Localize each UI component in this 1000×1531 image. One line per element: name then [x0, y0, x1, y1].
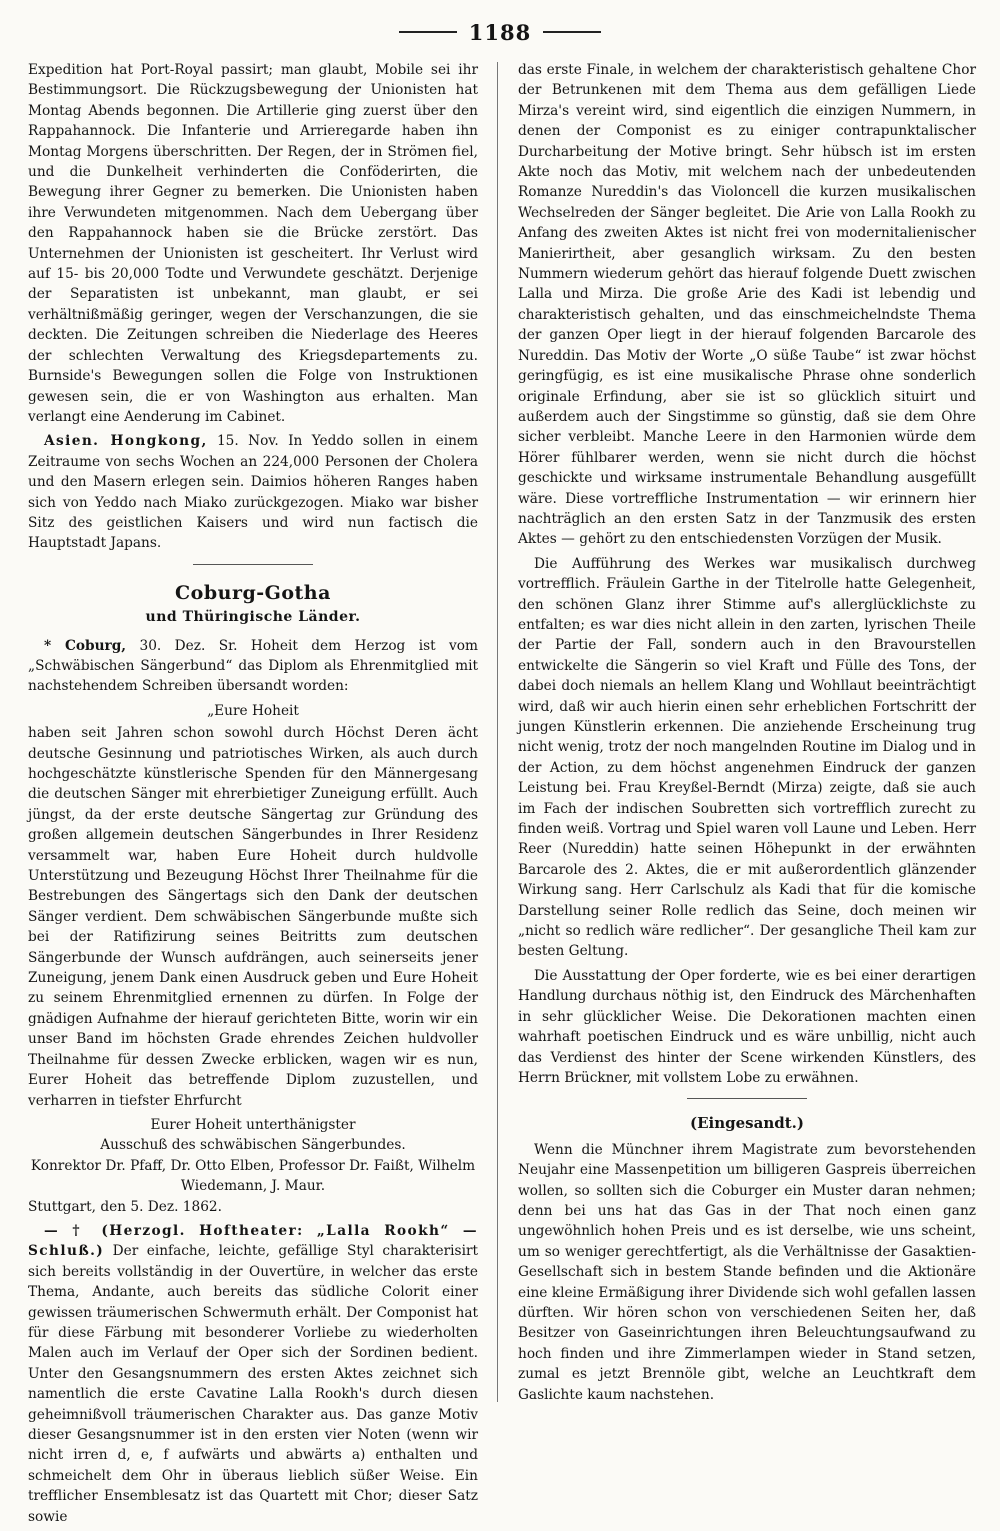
header-rule-left: [399, 31, 457, 33]
letter-salutation: „Eure Hoheit: [207, 702, 299, 719]
article-paragraph: [28, 636, 478, 697]
left-column: [28, 60, 478, 1531]
article-paragraph: das erste Finale, in welchem der charakteristisch gehaltene Chor der Betrunkenen mit dem Thema aus dem gefälligen Liede Mirza's vereint wird, sind eigentlich die einzigen Nummern, in denen der Componist es zu einiger contrapunktalischer Durcharbeitung der Motive bringt. Sehr hübsch ist im ersten Akte noch das Motiv, mit welchem nach der unbedeutenden Romanze Nureddin's das Violoncell die kurzen musikalischen Wechselreden der Sänger begleitet. Die Arie von Lalla Rookh zu Anfang des zweiten Aktes ist nicht frei von modernitalienischer Manierirtheit, aber gesanglich wirksam. Zu den besten Nummern wiederum gehört das hierauf folgende Duett zwischen Lalla und Mirza. Die große Arie des Kadi ist lebendig und charakteristisch gehalten, und das einschmeichelndste Thema der ganzen Oper liegt in der hierauf folgenden Barcarole des Nureddin. Das Motiv der Worte „O süße Taube“ ist zwar höchst geringfügig, es ist eine musikalische Phrase ohne sonderlich originale Erfindung, aber sie ist so glücklich situirt und außerdem auch der Singstimme so günstig, daß sie dem Ohre sicher verbleibt. Manche Leere in den Harmonien würde dem Hörer fühlbarer werden, wenn sie nicht durch die höchst geschickte und wirksame instrumentale Behandlung ausgefüllt wäre. Diese vortreffliche Instrumentation — wir erinnern hier nachträglich an den ersten Satz in der Tanzmusik des ersten Aktes — gehört zu den entschiedensten Vorzügen der Musik.: [518, 62, 976, 548]
paragraph-text: 15. Nov. In Yeddo sollen in einem Zeitraume von sechs Wochen an 224,000 Personen der Cholera und den Masern erlegen sein. Daimios höheren Ranges haben sich von Yeddo nach Miako zurückgezogen. Miako war bisher Sitz des geistlichen Kaisers und wird nun factisch die Hauptstadt Japans.: [28, 433, 478, 552]
article-paragraph: Die Ausstattung der Oper forderte, wie es bei einer derartigen Handlung durchaus nöthig ist, den Eindruck des Märchenhaften in sehr glücklicher Weise. Die Dekorationen machten einen wahrhaft poetischen Eindruck und es wäre unbillig, nicht auch das Verdienst des hinter der Scene wirkenden Künstlers, des Herrn Brückner, mit vollstem Lobe zu erwähnen.: [518, 967, 976, 1086]
section-rule: [193, 564, 313, 565]
letter-closing: Eurer Hoheit unterthänigster: [150, 1116, 356, 1133]
article-paragraph: Wenn die Münchner ihrem Magistrate zum bevorstehenden Neujahr eine Massenpetition um billigeren Gaspreis überreichen wollen, so sollten sich die Coburger ein Muster daran nehmen; denn bei uns hat das Gas in der That noch einen ganz ungewöhnlich hohen Preis und es ist derselbe, wie uns scheint, um so weniger gerechtfertigt, als die Verhältnisse der Gasaktien-Gesellschaft sich in bestem Stande befinden und die Aktionäre eine kleine Ermäßigung ihrer Dividende sich wohl gefallen lassen dürften. Wir hören schon von verschiedenen Seiten her, daß Besitzer von Gaseinrichtungen ihren Beleuchtungsaufwand zu hoch finden und ihre Zimmerlampen wieder in Stand setzen, zumal es jetzt Brennöle gibt, welche an Leuchtkraft dem Gaslichte kaum nachstehen.: [518, 1141, 976, 1403]
header-rule-right: [543, 31, 601, 33]
section-rule: [687, 1098, 807, 1099]
page-number: 1188: [468, 19, 532, 45]
section-title: Coburg-Gotha: [175, 581, 331, 604]
letter-signers: Konrektor Dr. Pfaff, Dr. Otto Elben, Professor Dr. Faißt, Wilhelm Wiedemann, J. Maur.: [30, 1157, 476, 1195]
article-paragraph: Die Aufführung des Werkes war musikalisch durchweg vortrefflich. Fräulein Garthe in der Titelrolle hatte Gelegenheit, den schönen Glanz ihrer Stimme auf's allerglücklichste zu entfalten; es war dies nicht allein in den zarten, lyrischen Theile der Partie der Fall, sondern auch in den Bravourstellen entwickelte die Sängerin so viel Kraft und Fülle des Tons, der dabei doch niemals an hellem Klang und Wohllaut beeinträchtigt wird, daß wir auch hierin einen sehr erheblichen Fortschritt der jungen Künstlerin erkennen. Die anziehende Erscheinung trug nicht wenig, trotz der noch mangelnden Routine im Dialog und in der Action, zu dem höchst angenehmen Eindruck der ganzen Leistung bei. Frau Kreyßel-Berndt (Mirza) zeigte, daß sie auch im Fach der indischen Soubretten sich vortrefflich zurecht zu finden weiß. Vortrag und Spiel waren voll Laune und Leben. Herr Reer (Nureddin) hatte seinen Höhepunkt in der erwähnten Barcarole des 2. Aktes, die er mit außerordentlich glänzender Wirkung sang. Herr Carlschulz als Kadi that für die komische Darstellung seiner Rolle redlich das Seine, doch meinen wir „nicht so redlich wäre redlicher“. Der gesangliche Theil kam zur besten Geltung.: [518, 555, 976, 960]
letter-body: haben seit Jahren schon sowohl durch Höchst Deren ächt deutsche Gesinnung und patriotisches Wirken, als auch durch hochgeschätzte künstlerische Spenden für den Männergesang die deutschen Sänger mit ehrerbietiger Zuneigung erfüllt. Auch jüngst, da der erste deutsche Sängertag zur Gründung des großen allgemein deutschen Sängerbundes in Ihrer Residenz versammelt war, haben Eure Hoheit durch huldvolle Unterstützung und Bezeugung Höchst Ihrer Theilnahme für die Bestrebungen des Sängertags sich den Dank der deutschen Sänger verdient. Dem schwäbischen Sängerbunde mußte sich bei der Ratifizirung seines Beitritts zum deutschen Sängerbunde der Wunsch aufdrängen, auch seinerseits jener Zuneigung, jenem Dank einen Ausdruck geben und Eure Hoheit zu seinem Ehrenmitglied ernennen zu dürfen. In Folge der gnädigen Aufnahme der hierauf gerichteten Bitte, worin wir ein unser Band im höchsten Grade ehrendes Zeichen huldvoller Theilnahme für dessen Zwecke erblicken, wagen wir es nun, Eurer Hoheit das betreffende Diplom zuzustellen, und verharren in tiefster Ehrfurcht: [28, 725, 478, 1109]
paragraph-text: 30. Dez. Sr. Hoheit dem Herzog ist vom „Schwäbischen Sängerbund“ das Diplom als Ehrenmitglied mit nachstehendem Schreiben übersandt worden:: [28, 637, 479, 695]
section-subtitle: und Thüringische Länder.: [145, 609, 361, 626]
article-heading: — † (Herzogl. Hoftheater: „Lalla Rookh“ — Schluß.): [28, 1222, 478, 1260]
section-heading: (Eingesandt.): [690, 1114, 804, 1133]
dateline: * Coburg,: [44, 637, 127, 654]
paragraph-text: Der einfache, leichte, gefällige Styl charakterisirt sich bereits vollständig in der Ouvertüre, in welcher das erste Thema, Andante, auch bereits das südliche Colorit einer gewissen träumerischen Schwermuth erhält. Der Componist hat für diese Färbung mit besonderer Vorliebe zu wiederholten Malen auch im Verlauf der Oper sich der Sordinen bedient. Unter den Gesangsnummern des ersten Aktes zeichnet sich namentlich die erste Cavatine Lalla Rookh's durch diesen geheimnißvoll träumerischen Charakter aus. Das ganze Motiv dieser Gesangsnummer ist in den ersten vier Noten (wenn wir nicht irren d, e, f aufwärts und abwärts a) enthalten und schmeichelt dem Ohr in überaus lieblich süßer Weise. Ein trefflicher Ensemblesatz ist das Quartett mit Chor; dieser Satz sowie: [28, 1243, 478, 1525]
article-paragraph: Expedition hat Port-Royal passirt; man glaubt, Mobile sei ihr Bestimmungsort. Die Rückzugsbewegung der Unionisten hat Montag Abends begonnen. Die Artillerie ging zuerst über den Rappahannock. Die Infanterie und Arrieregarde haben ihn Montag Morgens überschritten. Der Regen, der in Strömen fiel, und die Dunkelheit verhinderten die Conföderirten, die Bewegung ihrer Gegner zu bemerken. Die Unionisten haben ihre Verwundeten mitgenommen. Nach dem Uebergang über den Rappahannock haben sie die Brücke zerstört. Das Unternehmen der Unionisten ist gescheitert. Ihr Verlust wird auf 15- bis 20,000 Todte und Verwundete geschätzt. Derjenige der Separatisten ist unbekannt, man glaubt, er sei verhältnißmäßig geringer, wegen der Verschanzungen, die sie deckten. Die Zeitungen schreiben die Niederlage des Heeres der schlechten Verwaltung des Kriegsdepartements zu. Burnside's Bewegungen sollen die Folge von Instruktionen gewesen sein, die er von Washington aus erhalten. Man verlangt eine Aenderung im Cabinet.: [28, 62, 478, 425]
letter-place-date: Stuttgart, den 5. Dez. 1862.: [28, 1198, 222, 1215]
article-paragraph: [28, 1221, 478, 1527]
letter-signatory: Ausschuß des schwäbischen Sängerbundes.: [100, 1137, 406, 1154]
article-paragraph: [28, 431, 478, 553]
column-divider: [497, 62, 498, 1402]
right-column: [518, 60, 976, 1409]
dateline: Asien. Hongkong,: [44, 433, 208, 450]
page-header: [0, 14, 1000, 50]
